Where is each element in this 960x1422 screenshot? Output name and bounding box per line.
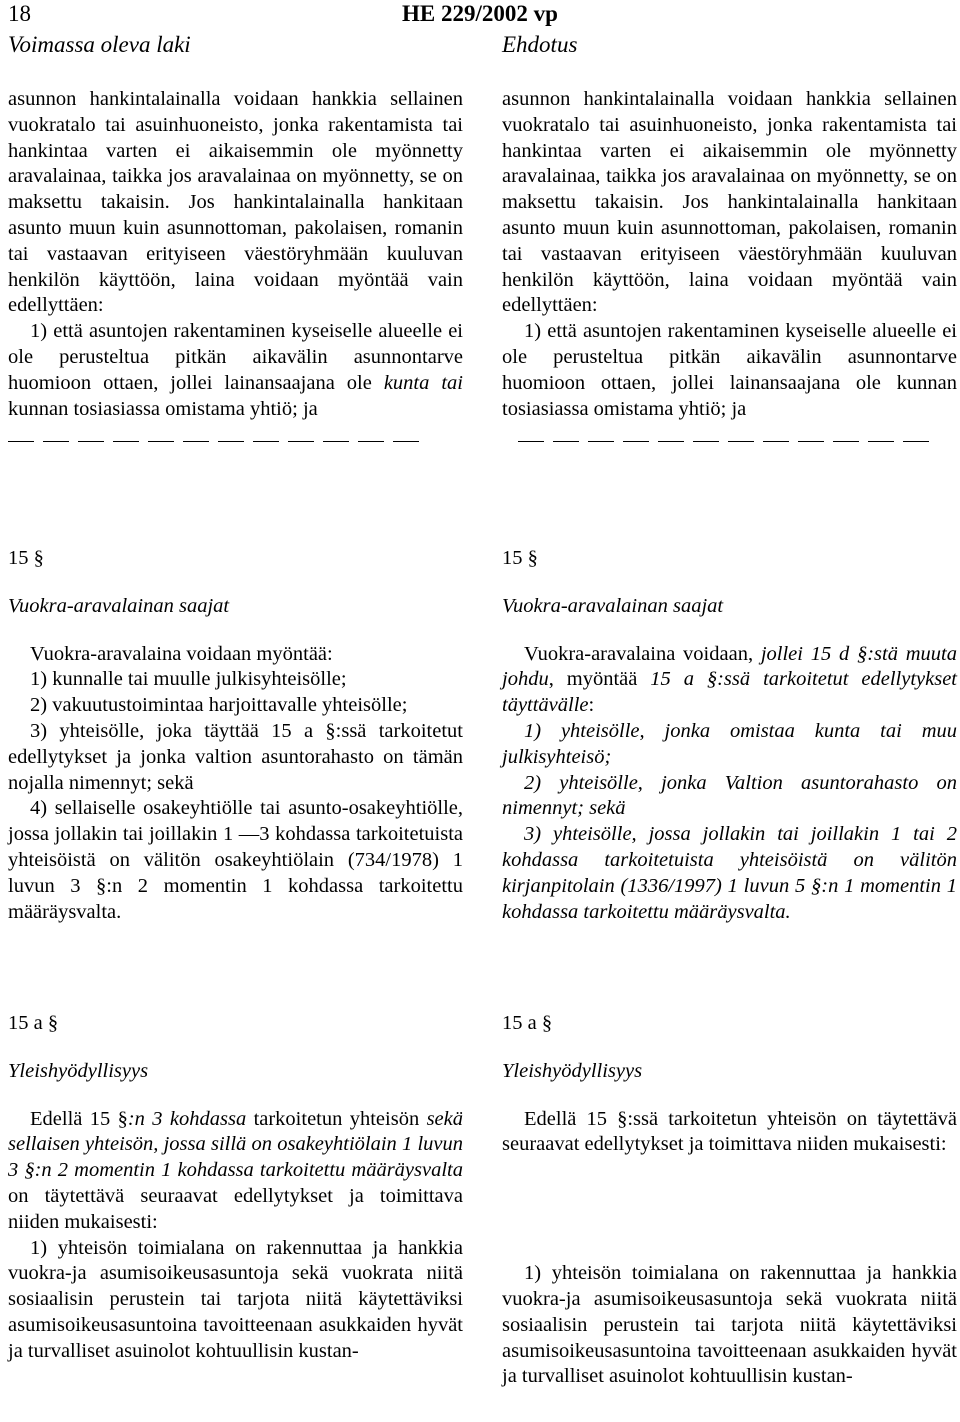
section-item-3: 3) yhteisölle, joka täyttää 15 a §:ssä tarkoitetut edellytykset ja jonka valtion asuntorahasto on tämän nojalla nimennyt; sekä [8,719,463,794]
omission-dashes [502,428,957,454]
section-number: 15 § [502,547,538,569]
intro-paragraph-2: 1) että asuntojen rakentaminen kyseiselle alueelle ei ole perusteltua pitkän aikavälin asunnontarve huomioon ottaen, jollei lainansaajana ole kunta tai kunnan tosiasiassa omistama yhtiö; ja [8,320,463,420]
section-15a [502,1011,957,1390]
intro-paragraph-2: 1) että asuntojen rakentaminen kyseiselle alueelle ei ole perusteltua pitkän aikavälin asunnontarve huomioon ottaen, jollei lainansaajana ole kunnan tosiasiassa omistama yhtiö; ja [502,320,957,420]
right-column-title: Ehdotus [502,32,578,57]
left-column-title: Voimassa oleva laki [8,32,191,57]
section-number: 15 a § [8,1012,59,1034]
section-paragraph: Edellä 15 §:ssä tarkoitetun yhteisön on täytettävä seuraavat edellytykset ja toimittava niiden mukaisesti: [502,1107,957,1156]
intro-paragraph-1: asunnon hankintalainalla voidaan hankkia sellainen vuokratalo tai asuinhuoneisto, jonka rakentamista tai hankintaa varten ei aikaisemmin ole myönnetty aravalainaa, taikka jos aravalainaa on myönnetty, se on maksettu takaisin. Jos hankintalainalla hankitaan asunto muun kuin asunnottoman, pakolaisen, romanin tai vastaavan erityiseen väestöryhmään kuuluvan henkilön käyttöön, laina voidaan myöntää vain edellyttäen: [502,88,957,317]
section-item-2: 2) yhteisölle, jonka Valtion asuntorahasto on nimennyt; sekä [502,771,957,820]
section-item-1: 1) yhteisölle, jonka omistaa kunta tai muu julkisyhteisö; [502,719,957,768]
section-item-4: 4) sellaiselle osakeyhtiölle tai asunto-osakeyhtiölle, jossa jollakin tai joillakin 1 —3 kohdassa tarkoitetuista yhteisöistä on välitön osakeyhtiölain (734/1978) 1 luvun 3 §:n 2 momentin 1 kohdassa tarkoitettu määräysvalta. [8,797,463,923]
section-item-1: 1) yhteisön toimialana on rakennuttaa ja hankkia vuokra-ja asumisoikeusasuntoja sekä vuokrata niitä sosiaalisin perustein tai tarjota niitä käytettäviksi asumisoikeusasuntoina tavoitteenaan asukkaiden hyvät ja turvalliset asuinolot kohtuullisin kustan- [502,1262,957,1388]
page-number: 18 [8,1,31,26]
intro-section [8,87,463,454]
section-number: 15 a § [502,1012,553,1034]
intro-section [502,87,957,454]
section-title: Vuokra-aravalainan saajat [8,594,230,617]
section-item-3: 3) yhteisölle, jossa jollakin tai joillakin 1 tai 2 kohdassa tarkoitetuista yhteisöistä on välitön kirjanpitolain (1336/1997) 1 luvun 5 §:n 1 momentin 1 kohdassa tarkoitettu määräysvalta. [502,823,957,923]
section-title: Yleishyödyllisyys [502,1059,643,1082]
section-paragraph: Vuokra-aravalaina voidaan, jollei 15 d §:stä muuta johdu, myöntää 15 a §:ssä tarkoitetut edellytykset täyttävälle: [502,642,957,717]
section-paragraph: Edellä 15 §:n 3 kohdassa tarkoitetun yhteisön sekä sellaisen yhteisön, jossa sillä on osakeyhtiölain 1 luvun 3 §:n 2 momentin 1 kohdassa tarkoitettu määräysvalta on täytettävä seuraavat edellytykset ja toimittava niiden mukaisesti: [8,1107,463,1233]
section-item-2: 2) vakuutustoimintaa harjoittavalle yhteisölle; [30,694,408,717]
section-title: Yleishyödyllisyys [8,1059,149,1082]
section-paragraph: Vuokra-aravalaina voidaan myöntää: [30,642,333,665]
deleted-text: kunta tai [383,371,463,394]
section-15 [8,546,463,925]
section-title: Vuokra-aravalainan saajat [502,594,724,617]
section-15a [8,1011,463,1365]
section-number: 15 § [8,547,44,569]
section-item-1: 1) kunnalle tai muulle julkisyhteisölle; [30,668,347,691]
omission-dashes [8,428,463,454]
document-id: HE 229/2002 vp [402,1,558,26]
section-15 [502,546,957,925]
intro-paragraph-1: asunnon hankintalainalla voidaan hankkia sellainen vuokratalo tai asuinhuoneisto, jonka rakentamista tai hankintaa varten ei aikaisemmin ole myönnetty aravalainaa, taikka jos aravalainaa on myönnetty, se on maksettu takaisin. Jos hankintalainalla hankitaan asunto muun kuin asunnottoman, pakolaisen, romanin tai vastaavan erityiseen väestöryhmään kuuluvan henkilön käyttöön, laina voidaan myöntää vain edellyttäen: [8,88,463,317]
section-item-1: 1) yhteisön toimialana on rakennuttaa ja hankkia vuokra-ja asumisoikeusasuntoja sekä vuokrata niitä sosiaalisin perustein tai tarjota niitä käytettäviksi asumisoikeusasuntoina tavoitteenaan asukkaiden hyvät ja turvalliset asuinolot kohtuullisin kustan- [8,1236,463,1362]
